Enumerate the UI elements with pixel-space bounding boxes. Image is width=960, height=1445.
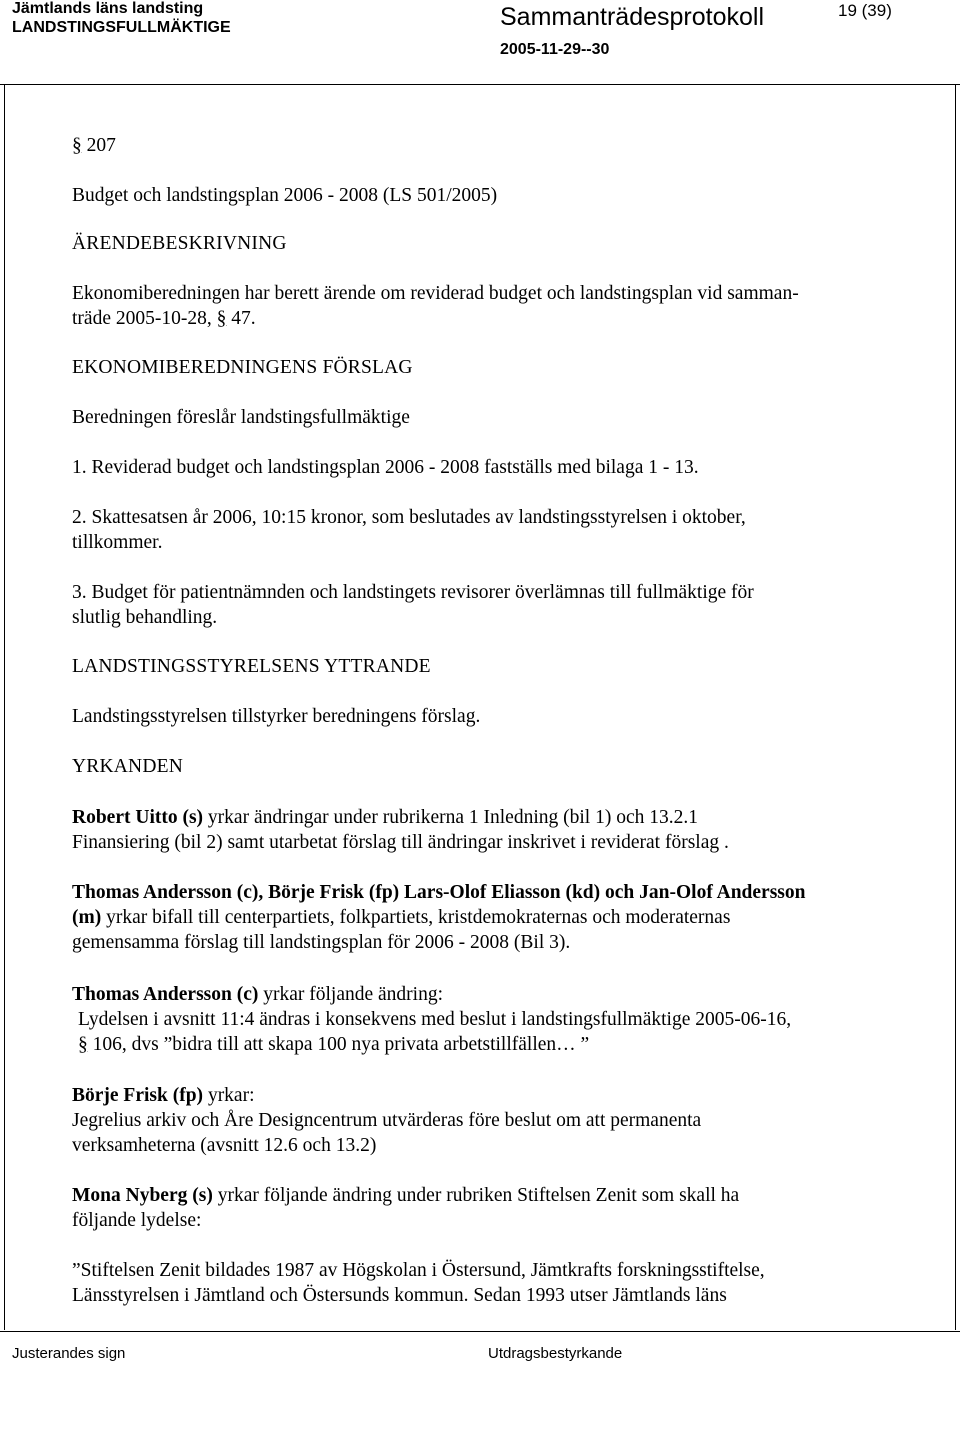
motion-andersson-text: § 106, dvs ”bidra till att skapa 100 nya privata arbetstillfällen… ” bbox=[78, 1034, 590, 1055]
heading-arendebeskrivning: ÄRENDEBESKRIVNING bbox=[72, 233, 287, 254]
motion-joint-cont: gemensamma förslag till landstingsplan för 2006 - 2008 (Bil 3). bbox=[72, 932, 571, 953]
motion-nyberg-cont: följande lydelse: bbox=[72, 1210, 202, 1231]
footer-divider bbox=[0, 1331, 960, 1332]
styrelsen-statement: Landstingsstyrelsen tillstyrker beredningens förslag. bbox=[72, 706, 481, 727]
motion-andersson: Thomas Andersson (c) yrkar följande ändring: bbox=[72, 984, 443, 1005]
motion-frisk: Börje Frisk (fp) yrkar: bbox=[72, 1085, 255, 1106]
motion-nyberg: Mona Nyberg (s) yrkar följande ändring under rubriken Stiftelsen Zenit som skall ha bbox=[72, 1185, 740, 1206]
motion-frisk-text: verksamheterna (avsnitt 12.6 och 13.2) bbox=[72, 1135, 377, 1156]
proposal-item-1: 1. Reviderad budget och landstingsplan 2006 - 2008 fastställs med bilaga 1 - 13. bbox=[72, 457, 699, 478]
header-divider bbox=[0, 84, 960, 85]
proposal-item-3: 3. Budget för patientnämnden och landstingets revisorer överlämnas till fullmäktige för bbox=[72, 582, 754, 603]
proposal-item-2: 2. Skattesatsen år 2006, 10:15 kronor, som beslutades av landstingsstyrelsen i oktober, bbox=[72, 507, 746, 528]
heading-ekonomiberedningens-forslag: EKONOMIBEREDNINGENS FÖRSLAG bbox=[72, 357, 413, 378]
motion-frisk-text: Jegrelius arkiv och Åre Designcentrum utvärderas före beslut om att permanenta bbox=[72, 1110, 702, 1131]
motion-uitto-cont: Finansiering (bil 2) samt utarbetat förslag till ändringar inskrivet i reviderat förslag . bbox=[72, 832, 729, 853]
section-subject: Budget och landstingsplan 2006 - 2008 (LS 501/2005) bbox=[72, 185, 498, 206]
page-number: 19 (39) bbox=[838, 1, 892, 20]
section-number: § 207 bbox=[72, 135, 116, 156]
document-title: Sammanträdesprotokoll bbox=[500, 3, 765, 31]
meeting-date: 2005-11-29--30 bbox=[500, 41, 610, 58]
quoted-text: Länsstyrelsen i Jämtland och Östersunds kommun. Sedan 1993 utser Jämtlands läns bbox=[72, 1285, 727, 1306]
organization-body: LANDSTINGSFULLMÄKTIGE bbox=[12, 19, 231, 36]
proposal-intro: Beredningen föreslår landstingsfullmäktige bbox=[72, 407, 410, 428]
heading-yrkanden: YRKANDEN bbox=[72, 756, 184, 777]
left-margin-line bbox=[4, 85, 5, 1330]
organization-name: Jämtlands läns landsting bbox=[12, 0, 204, 17]
heading-styrelsens-yttrande: LANDSTINGSSTYRELSENS YTTRANDE bbox=[72, 656, 431, 677]
proposal-item-3-cont: slutlig behandling. bbox=[72, 607, 218, 628]
arende-text-line: träde 2005-10-28, § 47. bbox=[72, 308, 256, 329]
footer-sign-label: Justerandes sign bbox=[12, 1345, 126, 1362]
motion-joint-cont: (m) yrkar bifall till centerpartiets, folkpartiets, kristdemokraternas och moderaternas bbox=[72, 907, 731, 928]
motion-uitto: Robert Uitto (s) yrkar ändringar under rubrikerna 1 Inledning (bil 1) och 13.2.1 bbox=[72, 807, 698, 828]
motion-joint: Thomas Andersson (c), Börje Frisk (fp) Lars-Olof Eliasson (kd) och Jan-Olof Andersson bbox=[72, 882, 806, 903]
quoted-text: ”Stiftelsen Zenit bildades 1987 av Högskolan i Östersund, Jämtkrafts forskningsstiftelse, bbox=[72, 1260, 765, 1281]
right-margin-line bbox=[955, 85, 956, 1330]
motion-andersson-text: Lydelsen i avsnitt 11:4 ändras i konsekvens med beslut i landstingsfullmäktige 2005-06-16, bbox=[78, 1009, 792, 1030]
footer-extract-label: Utdragsbestyrkande bbox=[488, 1345, 623, 1362]
proposal-item-2-cont: tillkommer. bbox=[72, 532, 163, 553]
arende-text-line: Ekonomiberedningen har berett ärende om reviderad budget och landstingsplan vid samman- bbox=[72, 283, 799, 304]
